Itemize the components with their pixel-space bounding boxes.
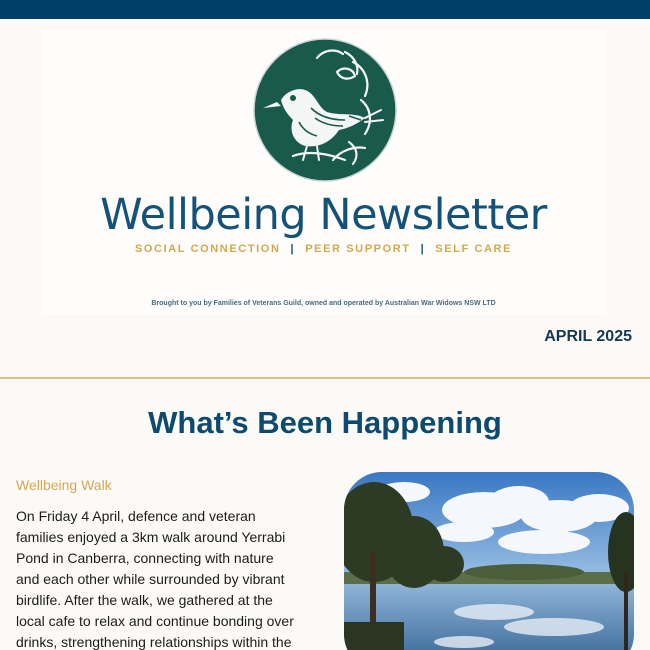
article-line: families enjoyed a 3km walk around Yerrabi	[16, 529, 286, 545]
article-line: and each other while surrounded by vibrant	[16, 571, 285, 587]
tagline-self-care: SELF CARE	[435, 243, 513, 255]
section-heading: What’s Been Happening	[148, 405, 502, 440]
article-line: local cafe to relax and continue bonding over	[16, 613, 294, 629]
article-line: On Friday 4 April, defence and veteran	[16, 508, 256, 524]
newsletter-title: Wellbeing Newsletter	[100, 190, 547, 240]
newsletter-banner	[42, 30, 605, 314]
taglines	[42, 243, 605, 255]
kookaburra-logo-icon	[253, 38, 397, 182]
issue-date: APRIL 2025	[544, 328, 632, 345]
tagline-separator: |	[290, 243, 296, 255]
tagline-separator: |	[420, 243, 426, 255]
banner-credit: Brought to you by Families of Veterans Guild, owned and operated by Australian War Widows NSW LTD	[151, 300, 496, 307]
article-title: Wellbeing Walk	[16, 477, 112, 493]
article-line: birdlife. After the walk, we gathered at the	[16, 592, 273, 608]
tagline-peer-support: PEER SUPPORT	[305, 243, 411, 255]
section-divider	[0, 377, 650, 379]
article-body	[16, 506, 316, 650]
tagline-social-connection: SOCIAL CONNECTION	[134, 243, 281, 255]
pond-photo-icon	[344, 472, 634, 650]
article-line: Pond in Canberra, connecting with nature	[16, 550, 274, 566]
article-line: drinks, strengthening relationships within the	[16, 634, 292, 650]
top-bar	[0, 0, 650, 19]
